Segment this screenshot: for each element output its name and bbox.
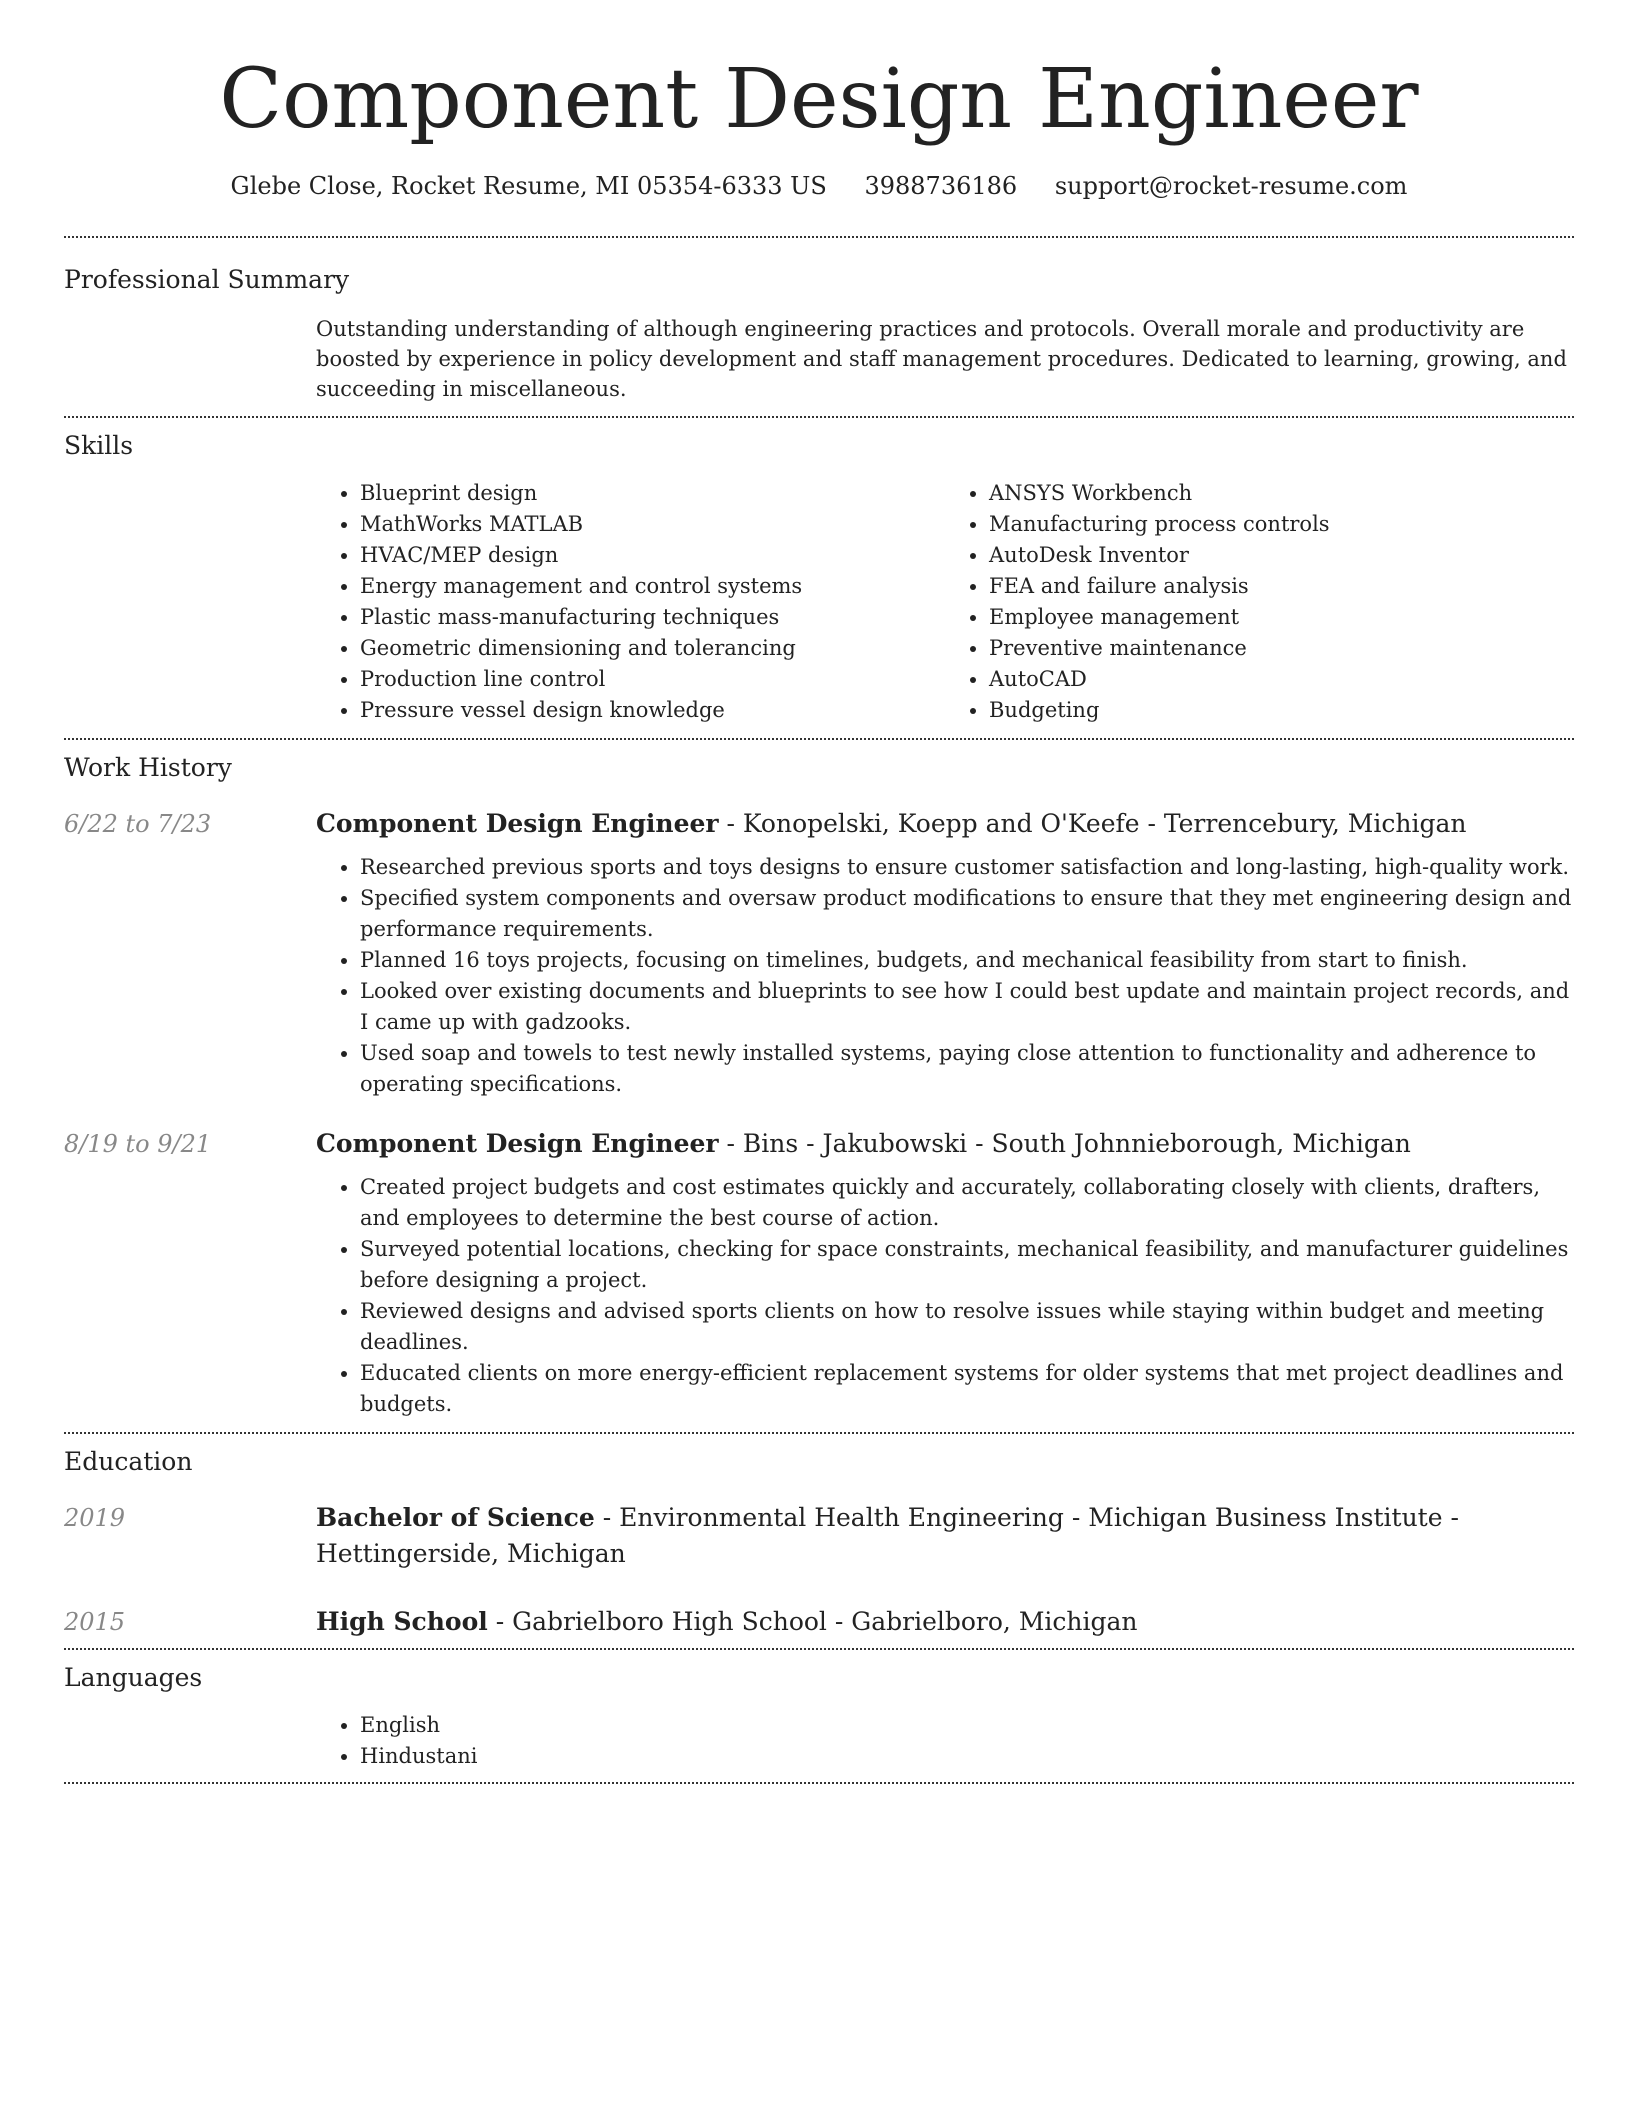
- summary-title: Professional Summary: [64, 265, 350, 294]
- languages-title: Languages: [64, 1663, 203, 1692]
- skill-item: • Manufacturing process controls: [989, 509, 1574, 540]
- section-divider: [64, 416, 1574, 418]
- work-title: Work History: [64, 753, 232, 782]
- job-employer: - Bins - Jakubowski - South Johnnieborough, Michigan: [718, 1129, 1411, 1158]
- education-school: - Environmental Health Engineering - Michigan Business Institute - Hettingerside, Michigan: [316, 1503, 1459, 1568]
- skill-item: • FEA and failure analysis: [989, 571, 1574, 602]
- skill-item: • Energy management and control systems: [360, 571, 945, 602]
- language-item: • English: [360, 1710, 1574, 1741]
- summary-text: Outstanding understanding of although engineering practices and protocols. Overall morale and productivity are boosted by experience in policy development and staff management procedures. Dedicated to learning, growing, and succeeding in miscellaneous.: [316, 317, 1567, 401]
- education-degree: High School: [316, 1607, 488, 1636]
- education-year: 2019: [64, 1504, 126, 1532]
- skills-section: [64, 430, 1574, 726]
- skill-item: • Pressure vessel design knowledge: [360, 695, 945, 726]
- skill-item: • Plastic mass-manufacturing techniques: [360, 602, 945, 633]
- job-position: Component Design Engineer: [316, 809, 719, 838]
- skill-item: • Preventive maintenance: [989, 633, 1574, 664]
- skill-item: • Blueprint design: [360, 478, 945, 509]
- education-entry: [64, 1604, 1574, 1640]
- job-heading: [316, 1126, 1574, 1162]
- job-bullet: • Educated clients on more energy-efficient replacement systems for older systems that met project deadlines and budgets.: [360, 1358, 1574, 1420]
- education-title: Education: [64, 1447, 193, 1476]
- skills-title: Skills: [64, 431, 134, 460]
- education-school: - Gabrielboro High School - Gabrielboro, Michigan: [487, 1607, 1138, 1636]
- job-employer: - Konopelski, Koepp and O'Keefe - Terrencebury, Michigan: [718, 809, 1467, 838]
- job-heading: [316, 806, 1574, 842]
- job-bullet: • Looked over existing documents and blueprints to see how I could best update and maintain project records, and I came up with gadzooks.: [360, 976, 1574, 1038]
- work-section: [64, 752, 1574, 1420]
- education-details: [316, 1500, 1574, 1572]
- section-divider: [64, 1648, 1574, 1650]
- education-entry: [64, 1500, 1574, 1572]
- skill-item: • AutoDesk Inventor: [989, 540, 1574, 571]
- job-bullet: • Created project budgets and cost estimates quickly and accurately, collaborating closely with clients, drafters, and employees to determine the best course of action.: [360, 1172, 1574, 1234]
- language-item: • Hindustani: [360, 1741, 1574, 1772]
- skill-item: • Geometric dimensioning and tolerancing: [360, 633, 945, 664]
- education-year: 2015: [64, 1608, 126, 1636]
- contact-line: [64, 170, 1574, 202]
- job-bullets: [316, 1172, 1574, 1420]
- languages-section: [64, 1662, 1574, 1772]
- education-details: [316, 1604, 1574, 1640]
- resume-name: Component Design Engineer: [219, 52, 1419, 147]
- section-divider: [64, 1782, 1574, 1784]
- skill-item: • AutoCAD: [989, 664, 1574, 695]
- languages-list-wrap: [316, 1710, 1574, 1772]
- job-dates: 8/19 to 9/21: [64, 1130, 212, 1158]
- skill-item: • ANSYS Workbench: [989, 478, 1574, 509]
- contact-phone: 3988736186: [864, 172, 1018, 200]
- job-entry: [64, 1126, 1574, 1420]
- skill-item: • Budgeting: [989, 695, 1574, 726]
- job-entry: [64, 806, 1574, 1100]
- section-divider: [64, 738, 1574, 740]
- job-position: Component Design Engineer: [316, 1129, 719, 1158]
- job-bullet: • Planned 16 toys projects, focusing on timelines, budgets, and mechanical feasibility from start to finish.: [360, 945, 1574, 976]
- skill-item: • HVAC/MEP design: [360, 540, 945, 571]
- contact-email: support@rocket-resume.com: [1054, 172, 1408, 200]
- section-divider: [64, 236, 1574, 238]
- job-details: [316, 806, 1574, 1100]
- education-section: [64, 1446, 1574, 1640]
- education-degree: Bachelor of Science: [316, 1503, 595, 1532]
- job-bullets: [316, 852, 1574, 1100]
- job-bullet: • Used soap and towels to test newly installed systems, paying close attention to functionality and adherence to operating specifications.: [360, 1038, 1574, 1100]
- skill-item: • MathWorks MATLAB: [360, 509, 945, 540]
- languages-list: [316, 1710, 1574, 1772]
- summary-section: [64, 264, 1574, 404]
- skills-list-right: [945, 478, 1574, 726]
- job-bullet: • Surveyed potential locations, checking for space constraints, mechanical feasibility, and manufacturer guidelines before designing a project.: [360, 1234, 1574, 1296]
- job-bullet: • Specified system components and oversaw product modifications to ensure that they met engineering design and performance requirements.: [360, 883, 1574, 945]
- skill-item: • Employee management: [989, 602, 1574, 633]
- skills-list-left: [316, 478, 945, 726]
- skills-grid: [316, 478, 1574, 726]
- job-bullet: • Reviewed designs and advised sports clients on how to resolve issues while staying within budget and meeting deadlines.: [360, 1296, 1574, 1358]
- job-details: [316, 1126, 1574, 1420]
- job-dates: 6/22 to 7/23: [64, 810, 212, 838]
- contact-address: Glebe Close, Rocket Resume, MI 05354-6333 US: [230, 172, 827, 200]
- resume-page: [64, 0, 1574, 1784]
- job-bullet: • Researched previous sports and toys designs to ensure customer satisfaction and long-lasting, high-quality work.: [360, 852, 1574, 883]
- skill-item: • Production line control: [360, 664, 945, 695]
- section-divider: [64, 1432, 1574, 1434]
